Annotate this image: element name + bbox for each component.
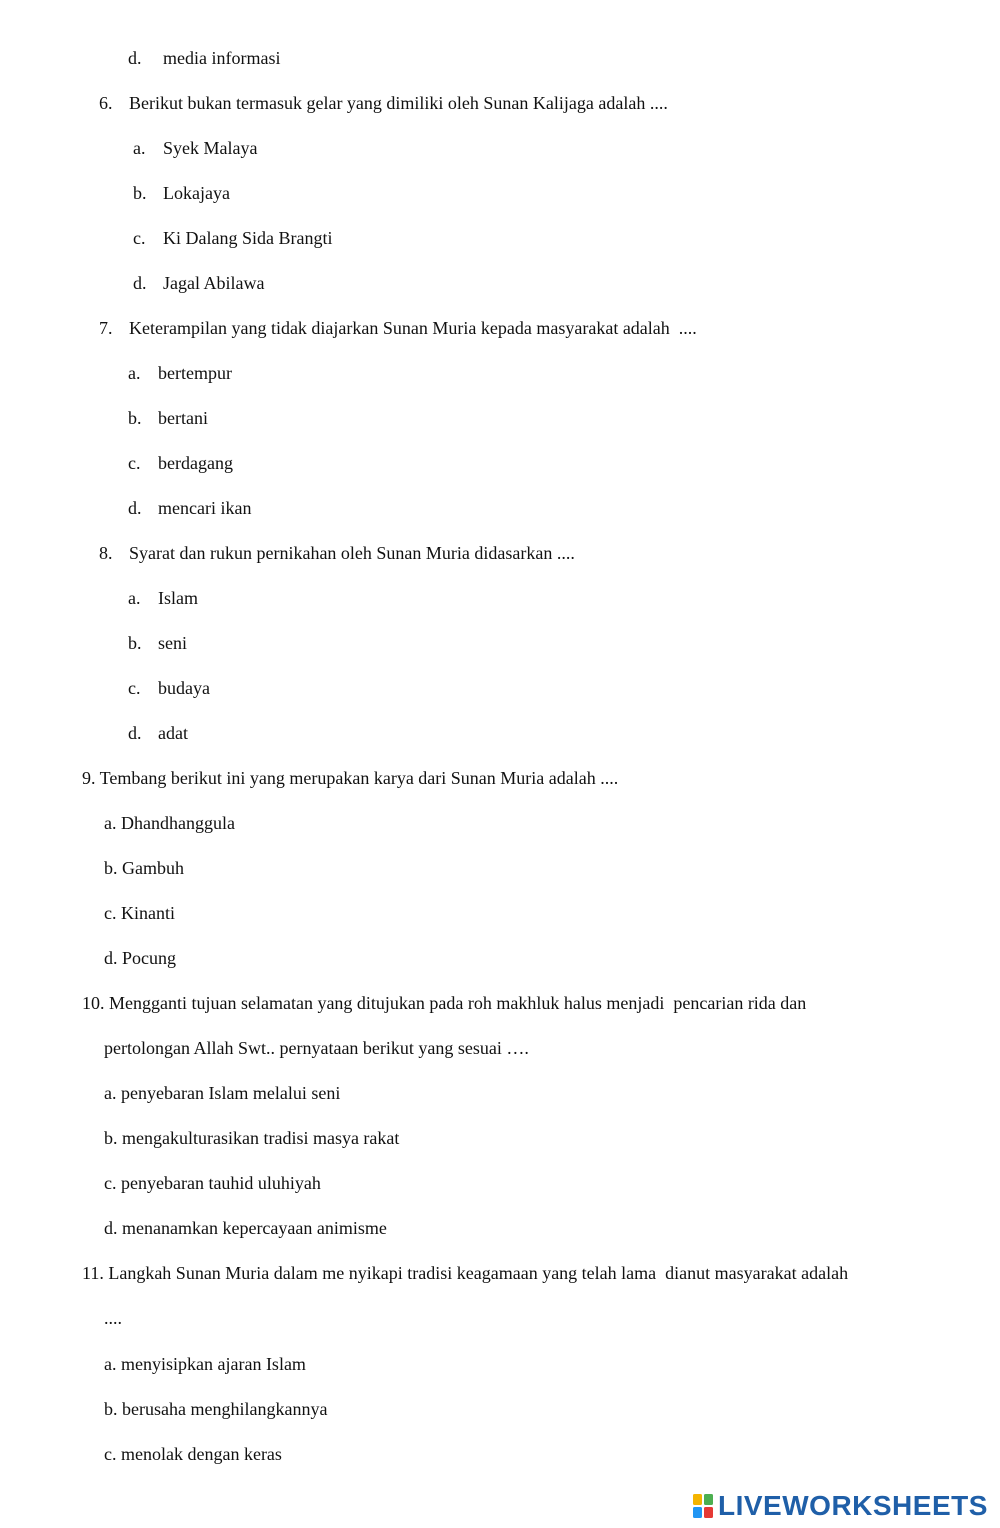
- q6-number: 6.: [99, 93, 113, 113]
- q10-option-c: c. penyebaran tauhid uluhiyah: [104, 1173, 321, 1193]
- q8-option-d-letter: d.: [128, 723, 142, 743]
- q6-option-c-letter: c.: [133, 228, 146, 248]
- q7-option-d-text: mencari ikan: [158, 498, 252, 518]
- q6-option-a-letter: a.: [133, 138, 146, 158]
- q9-question: 9. Tembang berikut ini yang merupakan karya dari Sunan Muria adalah ....: [82, 768, 619, 788]
- q10-option-d: d. menanamkan kepercayaan animisme: [104, 1218, 387, 1238]
- q7-option-b-letter: b.: [128, 408, 142, 428]
- q6-option-d-letter: d.: [133, 273, 147, 293]
- q7-option-b-text: bertani: [158, 408, 208, 428]
- liveworksheets-logo[interactable]: [692, 1488, 988, 1524]
- q8-option-c-letter: c.: [128, 678, 141, 698]
- q5-option-d-letter: d.: [128, 48, 142, 68]
- q11-question-line2: ....: [104, 1308, 122, 1328]
- q10-option-a: a. penyebaran Islam melalui seni: [104, 1083, 341, 1103]
- q7-option-a-letter: a.: [128, 363, 141, 383]
- q7-question: Keterampilan yang tidak diajarkan Sunan Muria kepada masyarakat adalah ....: [129, 318, 697, 338]
- q7-option-a-text: bertempur: [158, 363, 232, 383]
- q8-option-b-letter: b.: [128, 633, 142, 653]
- q7-option-c-letter: c.: [128, 453, 141, 473]
- q9-option-d: d. Pocung: [104, 948, 176, 968]
- q5-option-d-text: media informasi: [163, 48, 281, 68]
- q7-number: 7.: [99, 318, 113, 338]
- q8-question: Syarat dan rukun pernikahan oleh Sunan Muria didasarkan ....: [129, 543, 575, 563]
- q7-option-c-text: berdagang: [158, 453, 233, 473]
- q11-option-b: b. berusaha menghilangkannya: [104, 1399, 328, 1419]
- q11-question-line1: 11. Langkah Sunan Muria dalam me nyikapi tradisi keagamaan yang telah lama dianut masyarakat adalah: [82, 1263, 849, 1283]
- q6-option-a-text: Syek Malaya: [163, 138, 258, 158]
- q8-option-d-text: adat: [158, 723, 188, 743]
- q8-option-a-text: Islam: [158, 588, 198, 608]
- q10-question-line2: pertolongan Allah Swt.. pernyataan berikut yang sesuai ….: [104, 1038, 529, 1058]
- q9-option-c: c. Kinanti: [104, 903, 175, 923]
- q8-option-c-text: budaya: [158, 678, 210, 698]
- q6-option-c-text: Ki Dalang Sida Brangti: [163, 228, 333, 248]
- q6-option-b-text: Lokajaya: [163, 183, 230, 203]
- liveworksheets-mark-icon: [692, 1492, 714, 1520]
- q11-option-c: c. menolak dengan keras: [104, 1444, 282, 1464]
- q8-option-b-text: seni: [158, 633, 187, 653]
- q10-question-line1: 10. Mengganti tujuan selamatan yang ditujukan pada roh makhluk halus menjadi pencarian rida dan: [82, 993, 807, 1013]
- liveworksheets-logo-text: LIVEWORKSHEETS: [718, 1490, 988, 1521]
- q10-option-b: b. mengakulturasikan tradisi masya rakat: [104, 1128, 400, 1148]
- q7-option-d-letter: d.: [128, 498, 142, 518]
- q6-option-d-text: Jagal Abilawa: [163, 273, 265, 293]
- q6-option-b-letter: b.: [133, 183, 147, 203]
- q8-number: 8.: [99, 543, 113, 563]
- q9-option-b: b. Gambuh: [104, 858, 184, 878]
- q8-option-a-letter: a.: [128, 588, 141, 608]
- q11-option-a: a. menyisipkan ajaran Islam: [104, 1354, 306, 1374]
- q9-option-a: a. Dhandhanggula: [104, 813, 235, 833]
- q6-question: Berikut bukan termasuk gelar yang dimiliki oleh Sunan Kalijaga adalah ....: [129, 93, 668, 113]
